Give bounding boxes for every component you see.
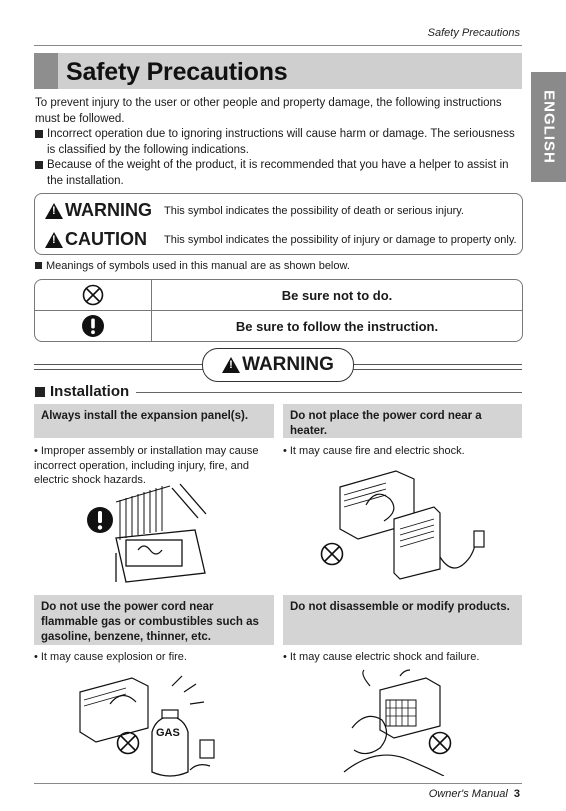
prohibition-icon bbox=[320, 542, 344, 571]
section-heading: Installation bbox=[35, 383, 129, 400]
prohibition-icon bbox=[116, 731, 140, 760]
language-tab bbox=[531, 72, 566, 182]
signal-description: This symbol indicates the possibility of death or serious injury. bbox=[164, 204, 464, 217]
instruction-heading: Do not disassemble or modify products. bbox=[283, 595, 522, 645]
footer bbox=[429, 788, 520, 800]
prohibition-icon bbox=[35, 280, 151, 310]
instruction-note: • It may cause fire and electric shock. bbox=[283, 445, 465, 457]
warning-triangle-icon bbox=[45, 203, 63, 219]
signal-row-caution bbox=[45, 229, 517, 250]
signal-label: CAUTION bbox=[65, 229, 147, 249]
mandatory-icon bbox=[86, 506, 114, 539]
intro-bullet: Because of the weight of the product, it is recommended that you have a helper to assist in the installation. bbox=[35, 158, 523, 189]
illustration-gas-can bbox=[76, 670, 236, 780]
signal-word-box bbox=[34, 193, 523, 255]
symbols-table bbox=[34, 279, 523, 342]
page-number: 3 bbox=[513, 788, 520, 800]
symbol-meaning: Be sure not to do. bbox=[281, 287, 393, 303]
symbol-meaning: Be sure to follow the instruction. bbox=[235, 318, 439, 334]
illustration-heater-cord bbox=[336, 465, 496, 583]
instruction-heading: Do not use the power cord near flammable gas or combustibles such as gasoline, benzene, thinner, etc. bbox=[34, 595, 274, 645]
title-accent-block bbox=[34, 53, 58, 89]
symbols-intro: Meanings of symbols used in this manual are as shown below. bbox=[35, 260, 350, 272]
intro-text bbox=[35, 96, 523, 189]
running-header: Safety Precautions bbox=[427, 27, 520, 39]
intro-bullet: Incorrect operation due to ignoring instructions will cause harm or damage. The seriousness is classified by the following indications. bbox=[35, 127, 523, 158]
footer-rule bbox=[34, 783, 522, 784]
intro-lead: To prevent injury to the user or other people and property damage, the following instructions must be followed. bbox=[35, 97, 502, 125]
prohibition-icon bbox=[428, 731, 452, 760]
header-rule bbox=[34, 45, 522, 46]
instruction-heading: Do not place the power cord near a heater. bbox=[283, 404, 522, 438]
instruction-note: • It may cause electric shock and failure. bbox=[283, 651, 480, 663]
section-rule bbox=[136, 392, 522, 393]
instruction-heading: Always install the expansion panel(s). bbox=[34, 404, 274, 438]
footer-label: Owner's Manual bbox=[428, 788, 508, 800]
instruction-note: • Improper assembly or installation may cause incorrect operation, including injury, fire, and electric shock hazards. bbox=[34, 445, 259, 486]
gas-label: GAS bbox=[156, 727, 180, 739]
signal-description: This symbol indicates the possibility of injury or damage to property only. bbox=[164, 233, 517, 246]
language-tab-label: ENGLISH bbox=[540, 90, 557, 164]
signal-row-warning bbox=[45, 200, 464, 221]
warning-banner: ! WARNING bbox=[202, 348, 354, 382]
instruction-note: • It may cause explosion or fire. bbox=[34, 651, 187, 663]
page-title: Safety Precautions bbox=[66, 58, 288, 86]
warning-triangle-icon bbox=[222, 357, 240, 373]
mandatory-icon bbox=[35, 311, 151, 341]
caution-triangle-icon bbox=[45, 232, 63, 248]
signal-label: WARNING bbox=[65, 200, 152, 220]
